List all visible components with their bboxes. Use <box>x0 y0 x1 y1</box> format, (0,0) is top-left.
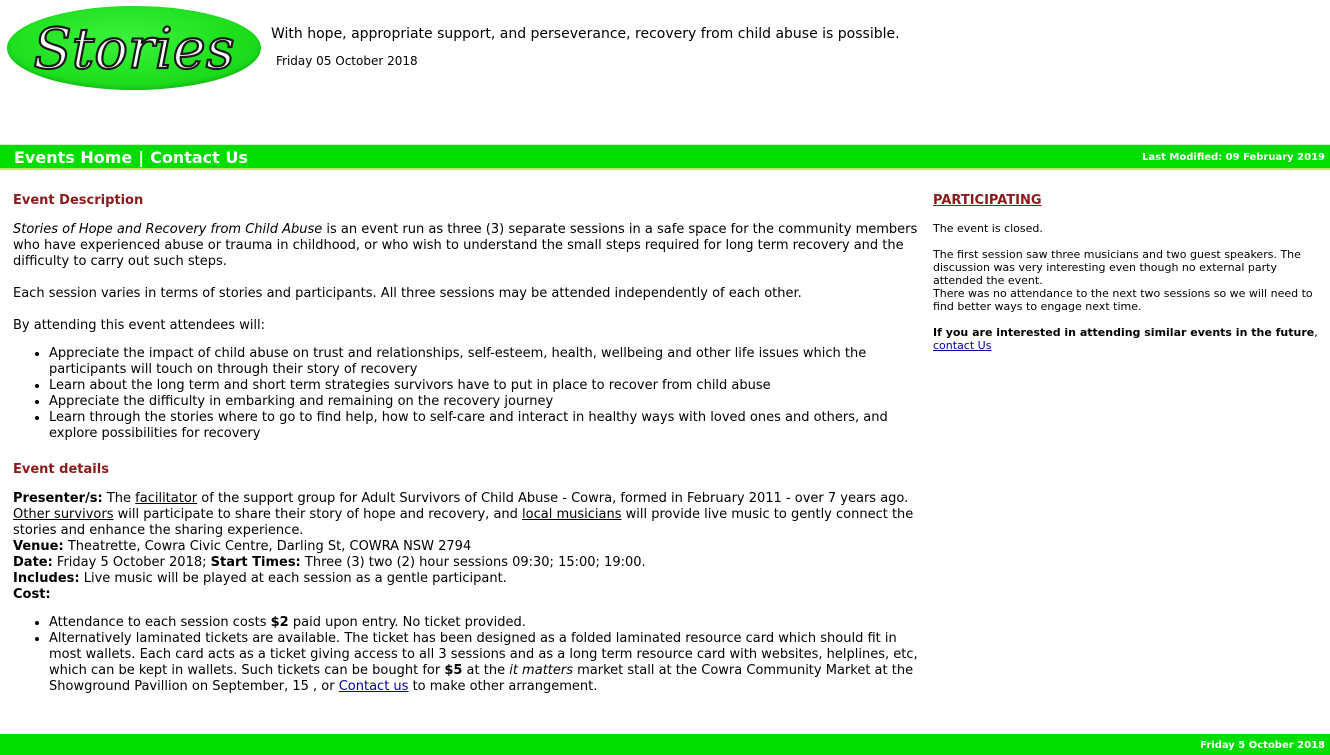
nav-separator: | <box>138 148 145 167</box>
nav-links <box>14 148 248 167</box>
venue-value: Theatrette, Cowra Civic Centre, Darling St, COWRA NSW 2794 <box>63 539 472 554</box>
stories-logo[interactable] <box>7 6 261 90</box>
interest-text: If you are interested in attending similar events in the future <box>933 326 1315 339</box>
logo-text-graphic <box>7 6 261 90</box>
participating-heading: PARTICIPATING <box>933 193 1042 208</box>
cost-text: at the <box>462 663 510 678</box>
venue-line <box>13 539 925 555</box>
intro-paragraph <box>13 222 925 270</box>
sessions-paragraph: Each session varies in terms of stories and participants. All three sessions may be attended independently of each other. <box>13 286 802 301</box>
list-item <box>49 615 925 631</box>
cost-label: Cost: <box>13 587 51 602</box>
presenter-text: The <box>102 491 136 506</box>
market-name: it matters <box>509 663 573 678</box>
list-item: • Learn through the stories where to go to find help, how to self-care and interact in healthy ways with loved ones and others, and explore possibilities for recovery <box>49 410 925 442</box>
session-summary: The first session saw three musicians and two guest speakers. The discussion was very interesting even though no external party attended the event. <box>933 248 1301 287</box>
start-times-value: Three (3) two (2) hour sessions 09:30; 15:00; 19:00. <box>300 555 646 570</box>
venue-label: Venue: <box>13 539 64 554</box>
event-details-heading: Event details <box>13 462 109 477</box>
tagline: With hope, appropriate support, and perseverance, recovery from child abuse is possible. <box>271 26 900 42</box>
list-item: • Appreciate the difficulty in embarking and remaining on the recovery journey <box>49 394 925 410</box>
cost-text: market stall at the Cowra Community Market at the Showground Pavillion on September, 15 , or <box>49 663 914 694</box>
facilitator-link[interactable]: facilitator <box>135 491 198 506</box>
includes-label: Includes: <box>13 571 80 586</box>
interest-paragraph <box>933 326 1323 352</box>
main-content <box>13 193 925 695</box>
cost-line <box>13 587 925 603</box>
start-times-label: Start Times: <box>210 555 301 570</box>
includes-line <box>13 571 925 587</box>
cost-text: to make other arrangement. <box>408 679 598 694</box>
participating-sidebar <box>933 194 1323 352</box>
presenter-text: will participate to share their story of hope and recovery, and <box>113 507 523 522</box>
interest-comma: , <box>1314 326 1318 339</box>
attendance-note: There was no attendance to the next two sessions so we will need to find better ways to engage next time. <box>933 287 1313 313</box>
presenter-text: will provide live music to gently connect the stories and enhance the sharing experience. <box>13 507 914 538</box>
header-date: Friday 05 October 2018 <box>276 54 418 68</box>
presenter-text: of the support group for Adult Survivors of Child Abuse - Cowra, formed in February 2011 - over 7 years ago. <box>197 491 909 506</box>
event-description-heading: Event Description <box>13 193 144 208</box>
event-name: Stories of Hope and Recovery from Child Abuse <box>13 222 323 237</box>
footer-date: Friday 5 October 2018 <box>1200 740 1325 751</box>
date-label: Date: <box>13 555 53 570</box>
page-header <box>0 0 1330 140</box>
sidebar-contact-link[interactable]: contact Us <box>933 339 992 352</box>
cost-text: paid upon entry. No ticket provided. <box>288 615 526 630</box>
date-line <box>13 555 925 571</box>
presenter-paragraph <box>13 491 925 539</box>
local-musicians-link[interactable]: local musicians <box>522 507 622 522</box>
event-closed-text: The event is closed. <box>933 222 1043 235</box>
intro-text: is an event run as three (3) separate sessions in a safe space for the community members who have experienced abuse or trauma in childhood, or who wish to understand the small steps required for long term recovery and the difficulty to carry out such steps. <box>13 222 918 269</box>
presenter-label: Presenter/s: <box>13 491 103 506</box>
contact-us-link[interactable]: Contact Us <box>150 148 248 167</box>
cost-list <box>13 615 925 695</box>
cost-text: Alternatively laminated tickets are available. The ticket has been designed as a folded laminated resource card which should fit in most wallets. Each card acts as a ticket giving access to all 3 sessions and as a long term resource card with websites, helplines, etc, which can be kept in wallets. Such tickets can be bought for <box>49 631 918 678</box>
list-item <box>49 631 925 695</box>
last-modified: Last Modified: 09 February 2019 <box>1142 152 1325 163</box>
other-survivors-link[interactable]: Other survivors <box>13 507 114 522</box>
includes-value: Live music will be played at each session as a gentle participant. <box>79 571 507 586</box>
logo-text: Stories <box>33 17 235 82</box>
list-item: • Learn about the long term and short term strategies survivors have to put in place to recover from child abuse <box>49 378 925 394</box>
cost-price: $2 <box>270 615 289 630</box>
contact-us-inline-link[interactable]: Contact us <box>338 679 409 694</box>
list-item: • Appreciate the impact of child abuse on trust and relationships, self-esteem, health, wellbeing and other life issues which the participants will touch on through their story of recovery <box>49 346 925 378</box>
cost-price: $5 <box>444 663 463 678</box>
attending-intro: By attending this event attendees will: <box>13 318 266 333</box>
cost-text: Attendance to each session costs <box>49 615 271 630</box>
nav-bar <box>0 144 1330 170</box>
events-home-link[interactable]: Events Home <box>14 148 133 167</box>
date-value: Friday 5 October 2018; <box>52 555 211 570</box>
benefits-list <box>13 346 925 442</box>
footer-bar <box>0 734 1330 755</box>
